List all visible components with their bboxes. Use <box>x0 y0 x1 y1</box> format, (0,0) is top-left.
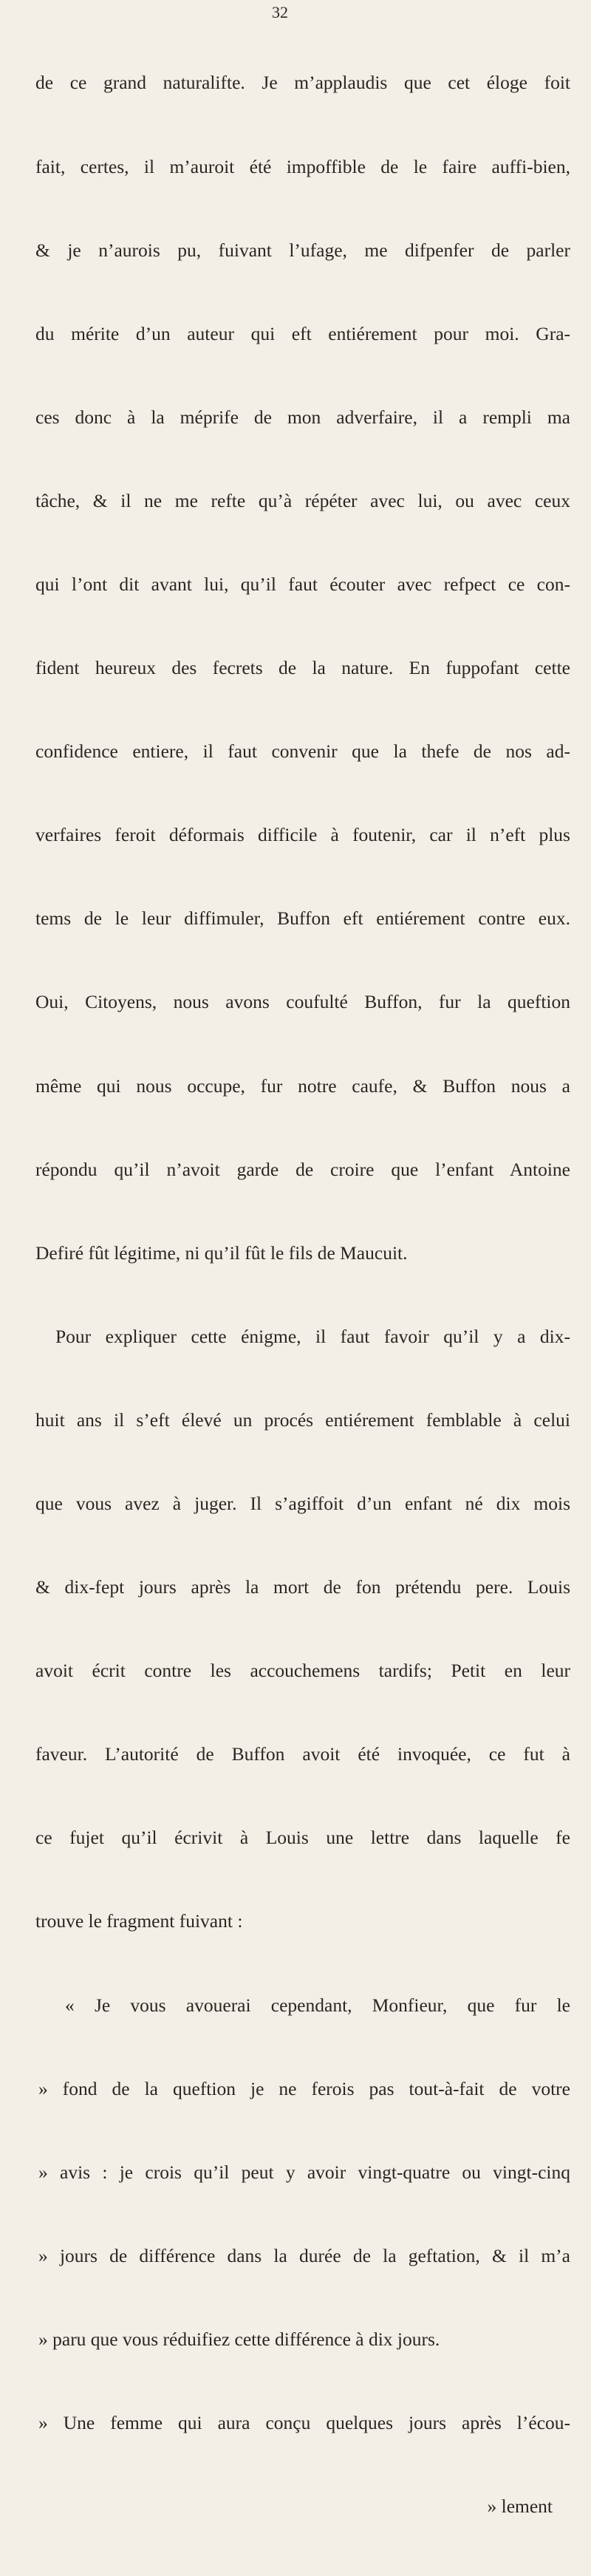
text-line: avoit écrit contre les accouchemens tardifs; Petit en leur <box>35 1660 570 1682</box>
text-line: ces donc à la méprife de mon adverfaire, il a rempli ma <box>35 406 570 428</box>
text-line: ce fujet qu’il écrivit à Louis une lettre dans laquelle fe <box>35 1827 570 1849</box>
text-line: & je n’aurois pu, fuivant l’ufage, me difpenfer de parler <box>35 239 570 261</box>
body-text <box>35 13 570 2576</box>
quote-line: » avis : je crois qu’il peut y avoir vingt-quatre ou vingt-cinq <box>38 2161 570 2183</box>
text-line: & dix-fept jours après la mort de fon prétendu pere. Louis <box>35 1576 570 1598</box>
text-line: tâche, & il ne me refte qu’à répéter avec lui, ou avec ceux <box>35 489 570 511</box>
quote-line: » Une femme qui aura conçu quelques jours après l’écou- <box>38 2412 570 2434</box>
text-line: verfaires feroit déformais difficile à foutenir, car il n’eft plus <box>35 824 570 846</box>
text-line: fident heureux des fecrets de la nature. En fuppofant cette <box>35 657 570 679</box>
quote-line: » paru que vous réduifiez cette différence à dix jours. <box>38 2328 440 2350</box>
text-line: tems de le leur diffimuler, Buffon eft entiérement contre eux. <box>35 907 570 930</box>
text-line: fait, certes, il m’auroit été impoffible de le faire auffi-bien, <box>35 155 570 177</box>
text-line: répondu qu’il n’avoit garde de croire que l’enfant Antoine <box>35 1158 570 1180</box>
catchword: » lement <box>487 2495 553 2518</box>
text-line: qui l’ont dit avant lui, qu’il faut écouter avec refpect ce con- <box>35 573 570 595</box>
text-line: trouve le fragment fuivant : <box>35 1910 243 1932</box>
quote-line: » jours de différence dans la durée de la geftation, & il m’a <box>38 2244 570 2266</box>
text-line: même qui nous occupe, fur notre caufe, & Buffon nous a <box>35 1074 570 1097</box>
quote-line: « Je vous avouerai cependant, Monfieur, que fur le <box>65 1994 570 2016</box>
text-line: de ce grand naturalifte. Je m’applaudis que cet éloge foit <box>35 72 570 94</box>
text-line: Pour expliquer cette énigme, il faut favoir qu’il y a dix- <box>55 1325 570 1347</box>
quote-line: » fond de la queftion je ne ferois pas tout-à-fait de votre <box>38 2077 570 2099</box>
page-number: 32 <box>272 3 288 21</box>
text-line: faveur. L’autorité de Buffon avoit été invoquée, ce fut à <box>35 1743 570 1765</box>
text-line: Oui, Citoyens, nous avons coufulté Buffon, fur la queftion <box>35 991 570 1013</box>
text-line: que vous avez à juger. Il s’agiffoit d’un enfant né dix mois <box>35 1493 570 1514</box>
text-line: du mérite d’un auteur qui eft entiérement pour moi. Gra- <box>35 322 570 344</box>
text-line: confidence entiere, il faut convenir que la thefe de nos ad- <box>35 740 570 763</box>
text-line: huit ans il s’eft élevé un procés entiérement femblable à celui <box>35 1408 570 1431</box>
text-line: Defiré fût légitime, ni qu’il fût le fils de Maucuit. <box>35 1241 408 1264</box>
